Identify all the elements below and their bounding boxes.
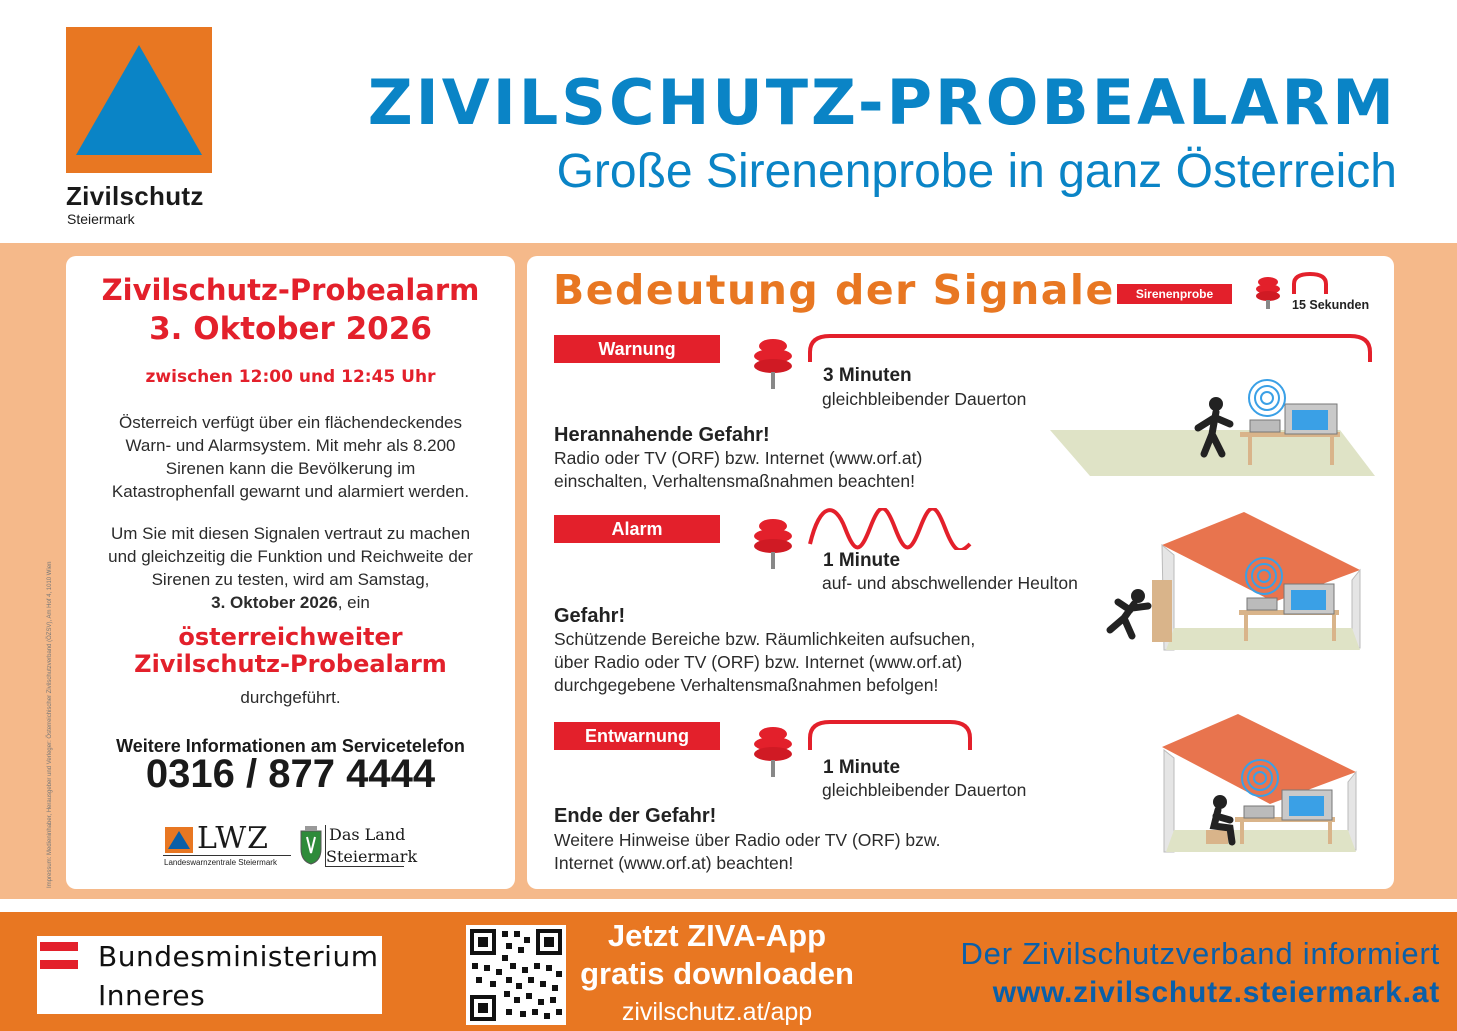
signal-entwarnung-tone: gleichbleibender Dauerton bbox=[822, 780, 1027, 800]
logo-subtitle: Steiermark bbox=[67, 211, 135, 227]
signal-entwarnung-tag: Entwarnung bbox=[554, 722, 720, 750]
text-line: durchgegebene Verhaltensmaßnahmen befolgen! bbox=[554, 675, 939, 695]
bmi-name-line-2: Inneres bbox=[98, 979, 206, 1012]
app-url-link[interactable]: zivilschutz.at/app bbox=[621, 998, 813, 1026]
imprint-text: Impressum: Medieninhaber, Herausgeber und Verleger: Österreichischer Zivilschutzverband (ÖZSV), Am Hof 4, 1010 Wien bbox=[47, 561, 53, 888]
triangle-logo-icon bbox=[66, 27, 212, 173]
footer-website-link[interactable]: www.zivilschutz.steiermark.at bbox=[992, 976, 1440, 1009]
long-tone-icon bbox=[805, 714, 975, 754]
signal-warnung-text bbox=[554, 447, 922, 493]
signal-alarm-duration: 1 Minute bbox=[823, 550, 901, 571]
lwz-triangle-icon bbox=[165, 827, 193, 853]
text-line bbox=[66, 591, 515, 614]
logo-name: Zivilschutz bbox=[66, 181, 204, 211]
page-subtitle: Große Sirenenprobe in ganz Österreich bbox=[556, 145, 1397, 198]
sirenenprobe-tag: Sirenenprobe bbox=[1117, 284, 1232, 304]
event-time: zwischen 12:00 und 12:45 Uhr bbox=[145, 367, 436, 387]
purpose-paragraph bbox=[66, 522, 515, 614]
signal-warnung-duration: 3 Minuten bbox=[823, 365, 912, 386]
highlight-date: 3. Oktober 2026 bbox=[211, 593, 338, 612]
app-promo-line-1: Jetzt ZIVA-App bbox=[607, 918, 827, 953]
text-line: Um Sie mit diesen Signalen vertraut zu machen bbox=[110, 524, 471, 543]
land-logo-line-1: Das Land bbox=[329, 825, 406, 844]
text-line: Österreich verfügt über ein flächendeckendes bbox=[118, 413, 463, 432]
alarm-house-illustration bbox=[1104, 510, 1364, 660]
signal-warnung-tag: Warnung bbox=[554, 335, 720, 363]
text-line: Radio oder TV (ORF) bzw. Internet (www.orf.at) bbox=[554, 448, 923, 468]
signal-warnung-headline: Herannahende Gefahr! bbox=[554, 424, 770, 446]
siren-icon bbox=[752, 726, 794, 783]
signal-entwarnung-headline: Ende der Gefahr! bbox=[554, 805, 717, 827]
siren-icon bbox=[752, 338, 794, 395]
signal-entwarnung-text bbox=[554, 829, 940, 875]
signals-title: Bedeutung der Signale bbox=[553, 266, 1115, 314]
test-duration: 15 Sekunden bbox=[1292, 298, 1370, 312]
text-line: und gleichzeitig die Funktion und Reichweite der bbox=[108, 547, 473, 566]
signal-alarm-tag: Alarm bbox=[554, 515, 720, 543]
highlight-line-1: österreichweiter bbox=[178, 623, 403, 651]
bmi-name-line-1: Bundesministerium bbox=[98, 940, 379, 973]
austria-flag-icon bbox=[40, 942, 78, 970]
text-line: Internet (www.orf.at) beachten! bbox=[554, 853, 794, 873]
text-line: Katastrophenfall gewarnt und alarmiert werden. bbox=[111, 482, 470, 501]
done-text: durchgeführt. bbox=[240, 688, 341, 707]
divider bbox=[163, 855, 291, 856]
coat-of-arms-icon bbox=[299, 825, 323, 865]
text-line: einschalten, Verhaltensmaßnahmen beachten! bbox=[554, 471, 915, 491]
long-tone-icon bbox=[805, 330, 1375, 366]
land-steiermark-logo bbox=[299, 823, 418, 869]
warning-scene-illustration bbox=[1040, 372, 1375, 482]
event-date: 3. Oktober 2026 bbox=[149, 311, 432, 347]
all-clear-house-illustration bbox=[1160, 712, 1360, 862]
qr-code-icon[interactable] bbox=[466, 925, 566, 1025]
footer-info-text: Der Zivilschutzverband informiert bbox=[960, 936, 1440, 971]
text-line: Sirenen kann die Bevölkerung im bbox=[165, 459, 416, 478]
event-title: Zivilschutz-Probealarm bbox=[101, 273, 480, 307]
signal-entwarnung-duration: 1 Minute bbox=[823, 757, 901, 778]
text-line: über Radio oder TV (ORF) bzw. Internet (www.orf.at) bbox=[554, 652, 963, 672]
short-tone-icon bbox=[1290, 270, 1330, 298]
siren-icon bbox=[752, 518, 794, 575]
signal-alarm-text bbox=[554, 628, 975, 697]
lwz-subtitle: Landeswarnzentrale Steiermark bbox=[164, 858, 277, 867]
highlight-line-2: Zivilschutz-Probealarm bbox=[134, 650, 447, 678]
lwz-logo bbox=[163, 821, 293, 869]
lwz-logo-text: LWZ bbox=[197, 821, 269, 856]
text-fragment: , ein bbox=[337, 593, 370, 612]
text-line: Weitere Hinweise über Radio oder TV (ORF) bzw. bbox=[554, 830, 941, 850]
service-phone: 0316 / 877 4444 bbox=[145, 752, 436, 796]
app-promo-line-2: gratis downloaden bbox=[580, 956, 854, 991]
text-line: Warn- und Alarmsystem. Mit mehr als 8.200 bbox=[125, 436, 456, 455]
text-line: Sirenen zu testen, wird am Samstag, bbox=[151, 570, 430, 589]
land-logo-line-2: Steiermark bbox=[326, 847, 418, 866]
intro-paragraph bbox=[66, 411, 515, 503]
text-line: Schützende Bereiche bzw. Räumlichkeiten aufsuchen, bbox=[554, 629, 976, 649]
signal-alarm-tone: auf- und abschwellender Heulton bbox=[822, 573, 1078, 593]
wave-tone-icon bbox=[805, 508, 975, 550]
signal-alarm-headline: Gefahr! bbox=[554, 605, 626, 627]
service-info-label: Weitere Informationen am Servicetelefon bbox=[116, 736, 465, 756]
zivilschutz-logo bbox=[66, 27, 212, 173]
signal-warnung-tone: gleichbleibender Dauerton bbox=[822, 389, 1027, 409]
test-siren-icon bbox=[1253, 276, 1283, 315]
page-title: ZIVILSCHUTZ-PROBEALARM bbox=[367, 66, 1397, 139]
